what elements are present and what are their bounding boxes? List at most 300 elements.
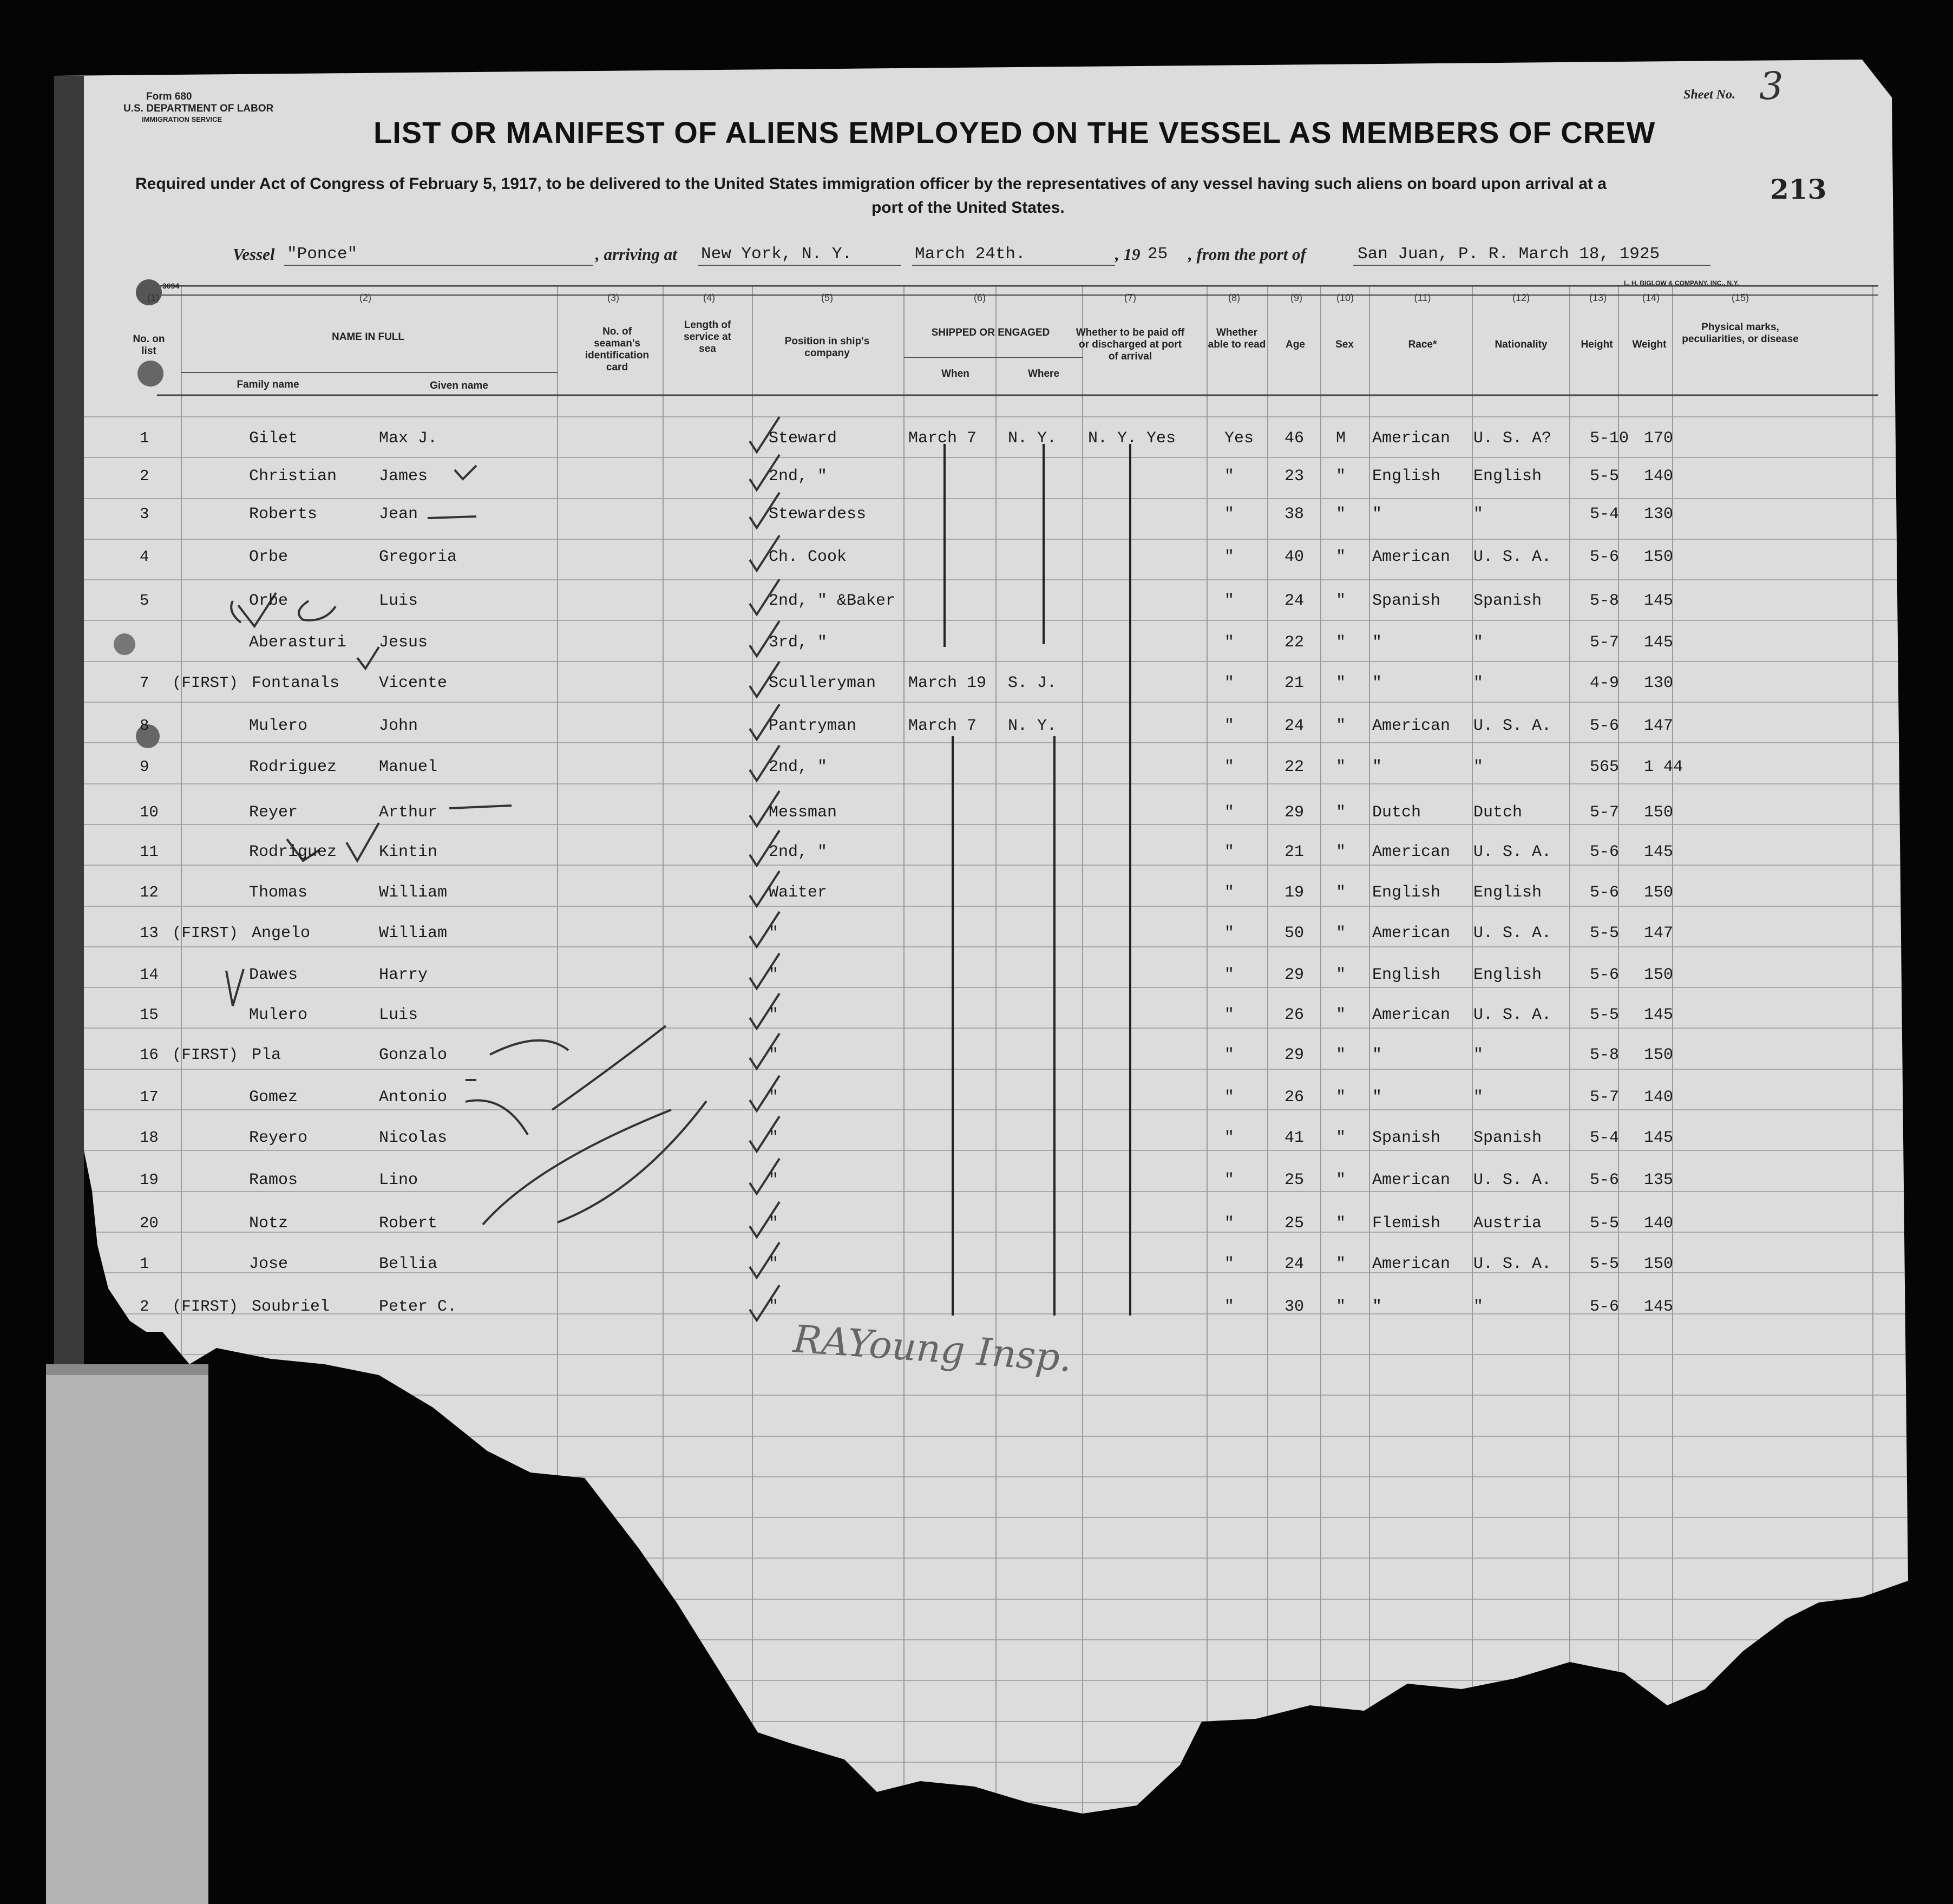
sex: " xyxy=(1336,803,1346,822)
age: 50 xyxy=(1284,924,1305,943)
given-name: Luis xyxy=(379,592,418,610)
able-to-read: " xyxy=(1224,924,1235,943)
position: " xyxy=(769,1214,779,1233)
age: 41 xyxy=(1284,1129,1305,1147)
age: 30 xyxy=(1284,1298,1305,1316)
height: 5-6 xyxy=(1590,884,1620,902)
weight: 150 xyxy=(1644,803,1674,822)
position: " xyxy=(769,1171,779,1189)
department-label: U.S. DEPARTMENT OF LABOR xyxy=(123,103,274,114)
height: 5-4 xyxy=(1590,505,1620,524)
race: American xyxy=(1372,429,1451,448)
row-number: 11 xyxy=(140,843,159,861)
sex: " xyxy=(1336,1088,1346,1107)
header-paid-off: Whether to be paid off or discharged at port of arrival xyxy=(1076,327,1185,362)
header-no-on-list: No. on list xyxy=(133,333,165,357)
header-nationality: Nationality xyxy=(1495,339,1548,350)
voyage-underlines xyxy=(0,0,1953,282)
row-number: 5 xyxy=(140,592,149,610)
height: 5-6 xyxy=(1590,1298,1620,1316)
sex: " xyxy=(1336,843,1346,861)
height: 5-8 xyxy=(1590,1046,1620,1064)
header-weight: Weight xyxy=(1632,339,1667,350)
sex: " xyxy=(1336,505,1346,524)
given-name: Harry xyxy=(379,966,428,984)
position: " xyxy=(769,1088,779,1107)
position: " xyxy=(769,924,779,943)
race: " xyxy=(1372,1046,1382,1064)
header-id-card: No. of seaman's identification card xyxy=(585,326,650,373)
column-number: (4) xyxy=(703,292,715,303)
row-first-flag: (FIRST) xyxy=(172,924,238,942)
weight: 140 xyxy=(1644,1214,1674,1233)
row-number: 1 xyxy=(140,1255,149,1273)
position: Stewardess xyxy=(769,505,867,524)
shipped-when: March 19 xyxy=(908,674,987,692)
able-to-read: " xyxy=(1224,592,1235,610)
height: 5-7 xyxy=(1590,803,1620,822)
family-name: Mulero xyxy=(249,1006,308,1024)
able-to-read: " xyxy=(1224,1006,1235,1024)
weight: 145 xyxy=(1644,1006,1674,1024)
position: Sculleryman xyxy=(769,674,876,692)
given-name: Max J. xyxy=(379,429,438,448)
nationality: " xyxy=(1473,1088,1484,1107)
nationality: English xyxy=(1473,467,1542,486)
position: " xyxy=(769,1006,779,1024)
race: American xyxy=(1372,843,1451,861)
family-name: Rodriguez xyxy=(249,843,337,861)
column-number: (7) xyxy=(1124,292,1136,303)
nationality: English xyxy=(1473,884,1542,902)
paid-off: N. Y. Yes xyxy=(1088,429,1176,448)
sex: " xyxy=(1336,467,1346,486)
row-number: 7 xyxy=(140,674,149,692)
column-number: (15) xyxy=(1731,292,1749,303)
header-shipped: SHIPPED OR ENGAGED xyxy=(931,327,1050,338)
age: 23 xyxy=(1284,467,1305,486)
header-length-service: Length of service at sea xyxy=(684,319,731,355)
height: 5-5 xyxy=(1590,1255,1620,1273)
weight: 147 xyxy=(1644,717,1674,735)
able-to-read: " xyxy=(1224,674,1235,692)
given-name: William xyxy=(379,884,448,902)
able-to-read: " xyxy=(1224,548,1235,566)
height: 4-9 xyxy=(1590,674,1620,692)
weight: 170 xyxy=(1644,429,1674,448)
able-to-read: " xyxy=(1224,1298,1235,1316)
arriving-label: , arriving at xyxy=(595,245,677,264)
age: 29 xyxy=(1284,1046,1305,1064)
race: " xyxy=(1372,674,1382,692)
given-name: Antonio xyxy=(379,1088,448,1107)
nationality: " xyxy=(1473,674,1484,692)
header-where: Where xyxy=(1027,368,1060,380)
height: 5-6 xyxy=(1590,966,1620,984)
header-name-in-full: NAME IN FULL xyxy=(331,331,405,343)
row-number: 4 xyxy=(140,548,149,566)
header-when: When xyxy=(941,368,969,380)
able-to-read: " xyxy=(1224,1046,1235,1064)
family-name: Aberasturi xyxy=(249,633,347,652)
age: 46 xyxy=(1284,429,1305,448)
position: " xyxy=(769,1255,779,1273)
height: 5-6 xyxy=(1590,548,1620,566)
height: 5-6 xyxy=(1590,843,1620,861)
row-number: 8 xyxy=(140,717,149,735)
race: " xyxy=(1372,758,1382,776)
family-name: Gilet xyxy=(249,429,298,448)
row-number: 14 xyxy=(140,966,159,984)
row-number: 16 xyxy=(140,1046,159,1064)
age: 21 xyxy=(1284,674,1305,692)
sex: " xyxy=(1336,1006,1346,1024)
sex: " xyxy=(1336,884,1346,902)
race: American xyxy=(1372,548,1451,566)
position: " xyxy=(769,1046,779,1064)
header-position: Position in ship's company xyxy=(784,336,870,359)
height: 5-8 xyxy=(1590,592,1620,610)
able-to-read: " xyxy=(1224,758,1235,776)
family-name: Notz xyxy=(249,1214,289,1233)
given-name: John xyxy=(379,717,418,735)
sex: " xyxy=(1336,592,1346,610)
age: 29 xyxy=(1284,803,1305,822)
nationality: " xyxy=(1473,505,1484,524)
nationality: " xyxy=(1473,1046,1484,1064)
subtitle-line-2: port of the United States. xyxy=(871,199,1065,217)
nationality: " xyxy=(1473,633,1484,652)
sex: M xyxy=(1336,429,1346,448)
family-name: Gomez xyxy=(249,1088,298,1107)
year-suffix: 25 xyxy=(1148,245,1168,264)
nationality: U. S. A. xyxy=(1473,1255,1552,1273)
race: American xyxy=(1372,1171,1451,1189)
family-name: Mulero xyxy=(249,717,308,735)
family-name: Jose xyxy=(249,1255,289,1273)
family-name: Reyer xyxy=(249,803,298,822)
able-to-read: " xyxy=(1224,1255,1235,1273)
header-able-read: Whether able to read xyxy=(1208,327,1266,350)
shipped-where: N. Y. xyxy=(1008,717,1057,735)
row-number: 17 xyxy=(140,1088,159,1106)
nationality: U. S. A. xyxy=(1473,1006,1552,1024)
race: Spanish xyxy=(1372,1129,1441,1147)
row-number: 19 xyxy=(140,1171,159,1189)
given-name: Gregoria xyxy=(379,548,457,566)
sex: " xyxy=(1336,633,1346,652)
row-number: 12 xyxy=(140,884,159,901)
race: Dutch xyxy=(1372,803,1421,822)
family-name: Rodriguez xyxy=(249,758,337,776)
sex: " xyxy=(1336,966,1346,984)
race: English xyxy=(1372,884,1441,902)
sex: " xyxy=(1336,1214,1346,1233)
row-number: 10 xyxy=(140,803,159,821)
weight: 150 xyxy=(1644,548,1674,566)
family-name: Fontanals xyxy=(252,674,340,692)
row-number: 18 xyxy=(140,1129,159,1147)
age: 19 xyxy=(1284,884,1305,902)
age: 26 xyxy=(1284,1006,1305,1024)
column-number: (12) xyxy=(1512,292,1530,303)
nationality: Dutch xyxy=(1473,803,1523,822)
height: 5-7 xyxy=(1590,1088,1620,1107)
header-given-name: Given name xyxy=(430,380,488,391)
age: 21 xyxy=(1284,843,1305,861)
shipped-where: S. J. xyxy=(1008,674,1057,692)
age: 24 xyxy=(1284,717,1305,735)
family-name: Roberts xyxy=(249,505,318,524)
given-name: Manuel xyxy=(379,758,438,776)
given-name: Arthur xyxy=(379,803,438,822)
row-number: 15 xyxy=(140,1006,159,1024)
position: Messman xyxy=(769,803,837,822)
given-name: Nicolas xyxy=(379,1129,448,1147)
position: 3rd, " xyxy=(769,633,828,652)
race: American xyxy=(1372,1255,1451,1273)
race: " xyxy=(1372,505,1382,524)
page-number: 213 xyxy=(1770,173,1827,205)
weight: 150 xyxy=(1644,966,1674,984)
column-number: (5) xyxy=(821,292,833,303)
sex: " xyxy=(1336,924,1346,943)
family-name: Thomas xyxy=(249,884,308,902)
column-number: (10) xyxy=(1336,292,1354,303)
race: English xyxy=(1372,966,1441,984)
row-number: 2 xyxy=(140,467,149,485)
service-label: IMMIGRATION SERVICE xyxy=(142,115,222,123)
header-race: Race* xyxy=(1408,339,1437,350)
given-name: William xyxy=(379,924,448,943)
subtitle-line-1: Required under Act of Congress of February 5, 1917, to be delivered to the United States immigration officer by the representatives of any vessel having such aliens on board upon arrival at a xyxy=(135,175,1607,193)
weight: 147 xyxy=(1644,924,1674,943)
nationality: U. S. A. xyxy=(1473,717,1552,735)
shipped-where: N. Y. xyxy=(1008,429,1057,448)
given-name: Kintin xyxy=(379,843,438,861)
given-name: Gonzalo xyxy=(379,1046,448,1064)
given-name: Lino xyxy=(379,1171,418,1189)
row-number: 3 xyxy=(140,505,149,523)
sex: " xyxy=(1336,717,1346,735)
nationality: U. S. A. xyxy=(1473,924,1552,943)
able-to-read: " xyxy=(1224,1088,1235,1107)
column-number: (13) xyxy=(1589,292,1607,303)
height: 5-5 xyxy=(1590,467,1620,486)
able-to-read: Yes xyxy=(1224,429,1254,448)
able-to-read: " xyxy=(1224,1129,1235,1147)
race: " xyxy=(1372,1298,1382,1316)
column-number: (6) xyxy=(974,292,986,303)
weight: 150 xyxy=(1644,1255,1674,1273)
nationality: Austria xyxy=(1473,1214,1542,1233)
given-name: Bellia xyxy=(379,1255,438,1273)
row-number: 9 xyxy=(140,758,149,776)
vessel-label: Vessel xyxy=(233,245,275,264)
column-number: (1) xyxy=(147,292,159,303)
position: 2nd, " xyxy=(769,843,828,861)
weight: 145 xyxy=(1644,1298,1674,1316)
position: " xyxy=(769,1298,779,1316)
family-name: Angelo xyxy=(252,924,311,943)
family-name: Ramos xyxy=(249,1171,298,1189)
able-to-read: " xyxy=(1224,1171,1235,1189)
header-sex: Sex xyxy=(1335,339,1354,350)
weight: 140 xyxy=(1644,467,1674,486)
family-name: Soubriel xyxy=(252,1298,330,1316)
weight: 150 xyxy=(1644,884,1674,902)
position: Pantryman xyxy=(769,717,857,735)
race: " xyxy=(1372,1088,1382,1107)
race: English xyxy=(1372,467,1441,486)
height: 5-6 xyxy=(1590,717,1620,735)
nationality: " xyxy=(1473,1298,1484,1316)
given-name: Peter C. xyxy=(379,1298,457,1316)
weight: 130 xyxy=(1644,505,1674,524)
column-number: (9) xyxy=(1290,292,1302,303)
weight: 130 xyxy=(1644,674,1674,692)
race: " xyxy=(1372,633,1382,652)
family-name: Christian xyxy=(249,467,337,486)
age: 38 xyxy=(1284,505,1305,524)
given-name: Vicente xyxy=(379,674,448,692)
family-name: Pla xyxy=(252,1046,281,1064)
header-family-name: Family name xyxy=(237,379,299,390)
inspector-signature: RAYoung Insp. xyxy=(791,1317,1073,1380)
able-to-read: " xyxy=(1224,505,1235,524)
nationality: U. S. A. xyxy=(1473,843,1552,861)
given-name: James xyxy=(379,467,428,486)
weight: 145 xyxy=(1644,843,1674,861)
column-number: (2) xyxy=(359,292,371,303)
row-number: 2 xyxy=(140,1298,149,1316)
given-name: Robert xyxy=(379,1214,438,1233)
able-to-read: " xyxy=(1224,633,1235,652)
printer-code: 3094 xyxy=(162,282,180,290)
age: 25 xyxy=(1284,1171,1305,1189)
column-number: (3) xyxy=(607,292,619,303)
arrival-port: New York, N. Y. xyxy=(701,245,853,264)
given-name: Jesus xyxy=(379,633,428,652)
given-name: Jean xyxy=(379,505,418,524)
arrival-date: March 24th. xyxy=(915,245,1026,264)
height: 5-7 xyxy=(1590,633,1620,652)
column-number: (8) xyxy=(1228,292,1240,303)
row-number: 13 xyxy=(140,924,159,942)
family-name: Dawes xyxy=(249,966,298,984)
height: 5-4 xyxy=(1590,1129,1620,1147)
nationality: Spanish xyxy=(1473,1129,1542,1147)
given-name: Luis xyxy=(379,1006,418,1024)
family-name: Orbe xyxy=(249,548,289,566)
age: 22 xyxy=(1284,758,1305,776)
sex: " xyxy=(1336,674,1346,692)
row-number: 20 xyxy=(140,1214,159,1232)
weight: 1 44 xyxy=(1644,758,1683,776)
weight: 150 xyxy=(1644,1046,1674,1064)
column-number: (14) xyxy=(1642,292,1660,303)
height: 5-6 xyxy=(1590,1171,1620,1189)
height: 5-5 xyxy=(1590,1214,1620,1233)
position: " xyxy=(769,966,779,984)
able-to-read: " xyxy=(1224,803,1235,822)
nationality: U. S. A. xyxy=(1473,548,1552,566)
weight: 135 xyxy=(1644,1171,1674,1189)
nationality: " xyxy=(1473,758,1484,776)
weight: 145 xyxy=(1644,1129,1674,1147)
from-port-label: , from the port of xyxy=(1188,245,1306,264)
sex: " xyxy=(1336,1298,1346,1316)
row-number: 1 xyxy=(140,429,149,447)
sex: " xyxy=(1336,1255,1346,1273)
position: Waiter xyxy=(769,884,828,902)
height: 5-10 xyxy=(1590,429,1629,448)
able-to-read: " xyxy=(1224,884,1235,902)
year-prefix: , 19 xyxy=(1115,245,1141,264)
able-to-read: " xyxy=(1224,843,1235,861)
position: Steward xyxy=(769,429,837,448)
able-to-read: " xyxy=(1224,966,1235,984)
able-to-read: " xyxy=(1224,717,1235,735)
able-to-read: " xyxy=(1224,467,1235,486)
race: American xyxy=(1372,924,1451,943)
vessel-name: "Ponce" xyxy=(287,245,358,264)
departure-port: San Juan, P. R. March 18, 1925 xyxy=(1358,245,1660,264)
sex: " xyxy=(1336,1171,1346,1189)
age: 22 xyxy=(1284,633,1305,652)
height: 5-5 xyxy=(1590,1006,1620,1024)
nationality: U. S. A? xyxy=(1473,429,1552,448)
age: 29 xyxy=(1284,966,1305,984)
shipped-when: March 7 xyxy=(908,429,977,448)
height: 5-5 xyxy=(1590,924,1620,943)
position: Ch. Cook xyxy=(769,548,847,566)
race: American xyxy=(1372,1006,1451,1024)
sex: " xyxy=(1336,758,1346,776)
sex: " xyxy=(1336,1046,1346,1064)
header-height: Height xyxy=(1581,339,1613,350)
column-number: (11) xyxy=(1414,292,1431,303)
position: 2nd, " xyxy=(769,467,828,486)
age: 26 xyxy=(1284,1088,1305,1107)
sex: " xyxy=(1336,1129,1346,1147)
position: 2nd, " xyxy=(769,758,828,776)
age: 40 xyxy=(1284,548,1305,566)
row-first-flag: (FIRST) xyxy=(172,674,238,692)
position: " xyxy=(769,1129,779,1147)
shipped-when: March 7 xyxy=(908,717,977,735)
nationality: English xyxy=(1473,966,1542,984)
row-first-flag: (FIRST) xyxy=(172,1298,238,1316)
printer-credit: L. H. BIGLOW & COMPANY, INC., N.Y. xyxy=(1624,279,1739,287)
height: 565 xyxy=(1590,758,1620,776)
race: Flemish xyxy=(1372,1214,1441,1233)
weight: 140 xyxy=(1644,1088,1674,1107)
nationality: Spanish xyxy=(1473,592,1542,610)
header-physical-marks: Physical marks, peculiarities, or disease xyxy=(1682,322,1799,345)
form-number: Form 680 xyxy=(146,91,192,102)
family-name: Orbe xyxy=(249,592,289,610)
race: American xyxy=(1372,717,1451,735)
sheet-label: Sheet No. xyxy=(1683,88,1735,102)
weight: 145 xyxy=(1644,633,1674,652)
family-name: Reyero xyxy=(249,1129,308,1147)
position: 2nd, " &Baker xyxy=(769,592,896,610)
weight: 145 xyxy=(1644,592,1674,610)
race: Spanish xyxy=(1372,592,1441,610)
age: 25 xyxy=(1284,1214,1305,1233)
header-age: Age xyxy=(1286,339,1305,350)
